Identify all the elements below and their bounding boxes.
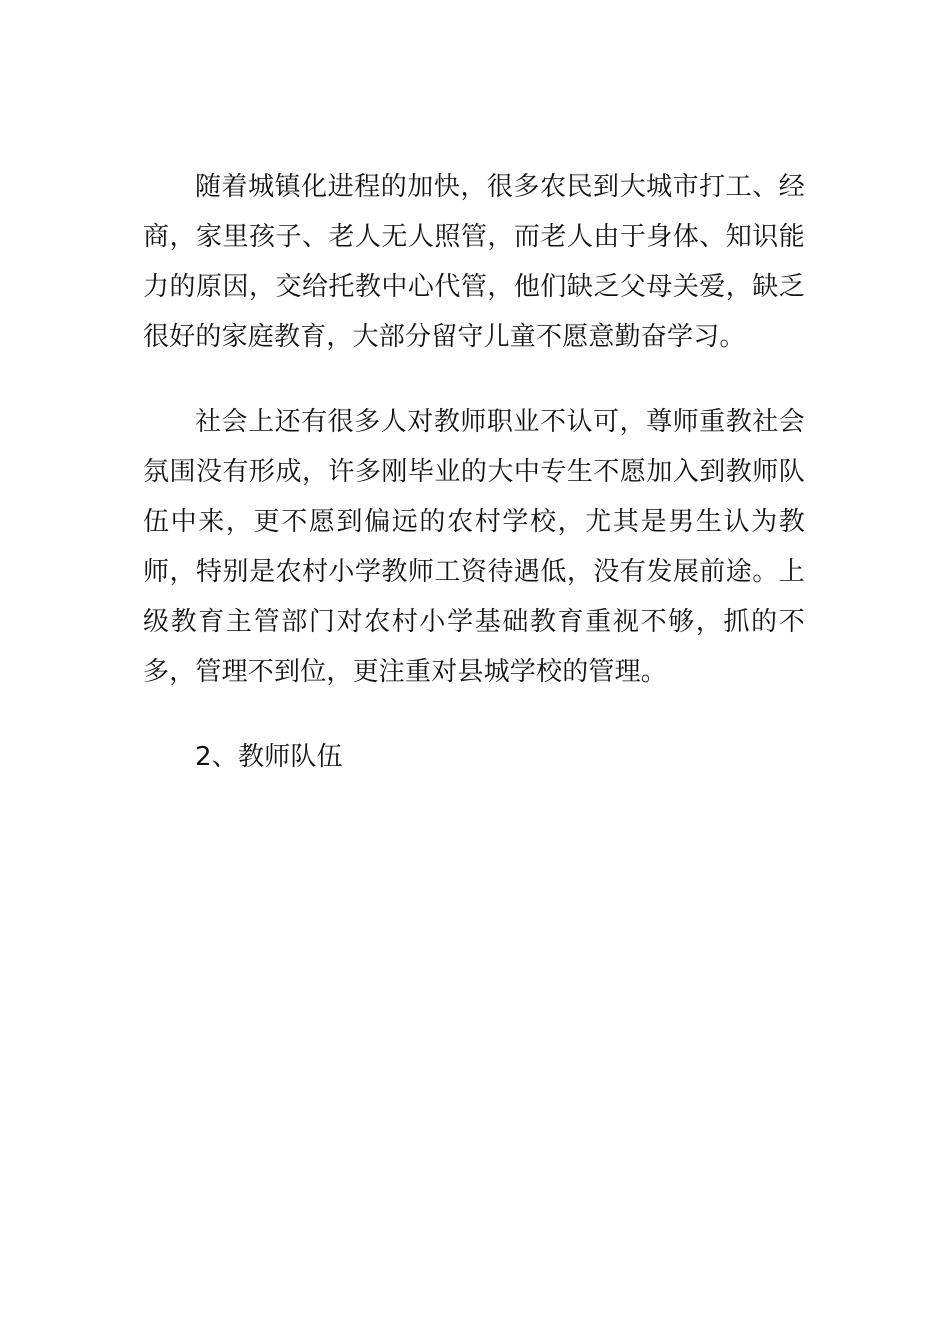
section-heading-teacher-team: 2、教师队伍 [195,742,343,772]
paragraph-left-behind-children: 随着城镇化进程的加快，很多农民到大城市打工、经商，家里孩子、老人无人照管，而老人由于身体、知识能力的原因，交给托教中心代管，他们缺乏父母关爱，缺乏很好的家庭教育，大部分留守儿童不愿意勤奋学习。 [143,172,805,352]
document-body [143,162,805,782]
paragraph-teacher-profession: 社会上还有很多人对教师职业不认可，尊师重教社会氛围没有形成，许多刚毕业的大中专生不愿加入到教师队伍中来，更不愿到偏远的农村学校，尤其是男生认为教师，特别是农村小学教师工资待遇低，没有发展前途。上级教育主管部门对农村小学基础教育重视不够，抓的不多，管理不到位，更注重对县城学校的管理。 [143,407,805,687]
